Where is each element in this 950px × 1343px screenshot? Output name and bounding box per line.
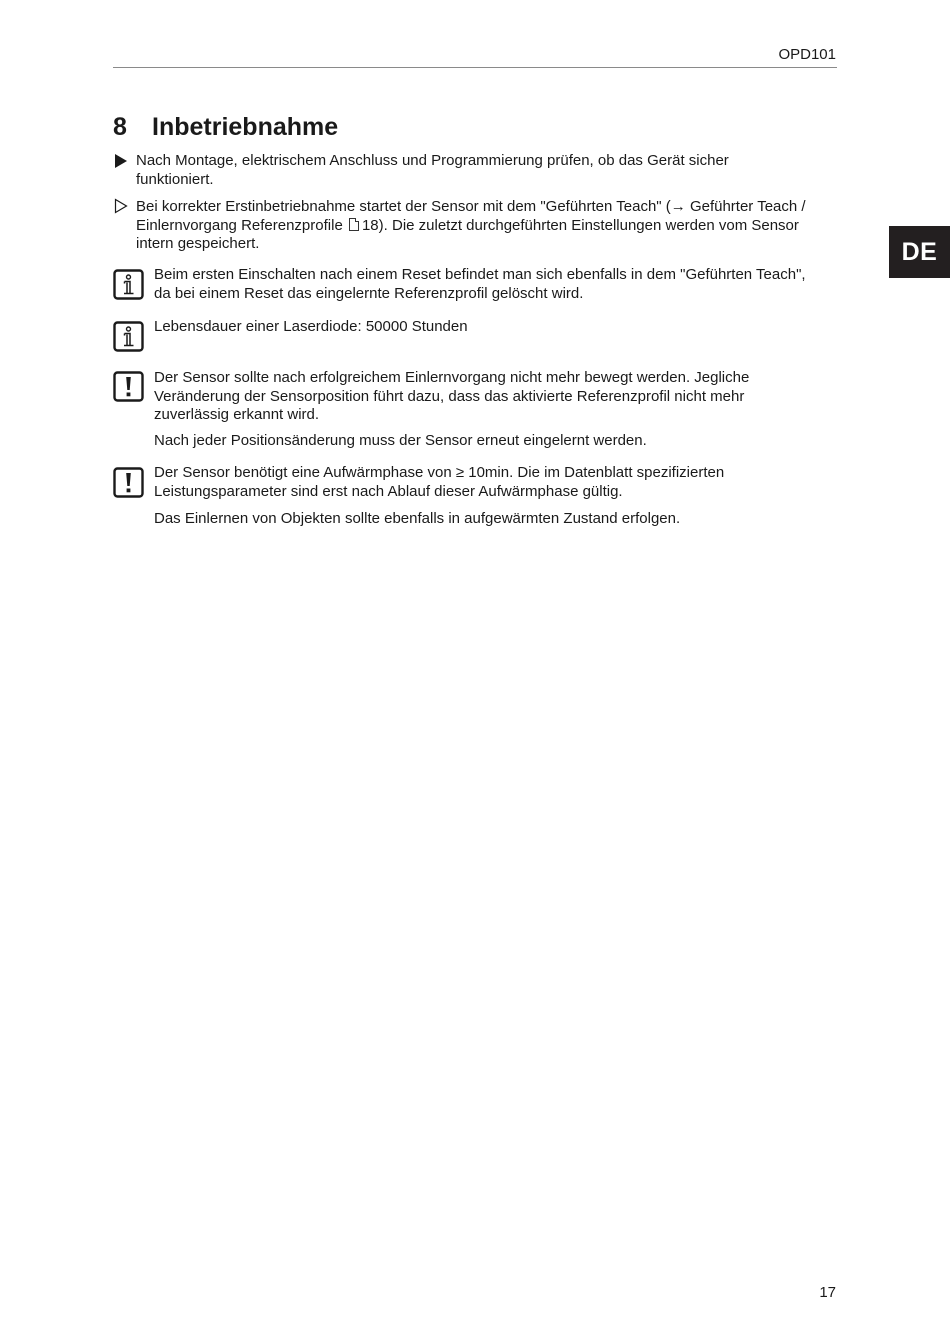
language-tab: DE xyxy=(889,226,950,278)
info-note-text: Lebensdauer einer Laserdiode: 50000 Stunden xyxy=(154,318,468,335)
action-step-icon xyxy=(114,153,128,169)
warning-note-text: Der Sensor sollte nach erfolgreichem Einlernvorgang nicht mehr bewegt werden. Jegliche Veränderung der Sensorposition führt dazu, dass das aktivierte Referenzprofil nicht mehr zuverlässig erkannt wird. xyxy=(154,369,750,424)
info-note-text: Beim ersten Einschalten nach einem Reset befindet man sich ebenfalls in dem "Geführten Teach", da bei einem Reset das eingelernte Referenzprofil gelöscht wird. xyxy=(154,266,806,302)
warning-icon xyxy=(113,371,144,402)
page-reference-icon xyxy=(349,218,359,231)
warning-note-text: Der Sensor benötigt eine Aufwärmphase von ≥ 10min. Die im Datenblatt spezifizierten Leistungsparameter sind erst nach Ablauf dieser Aufwärmphase gültig. xyxy=(154,464,725,500)
warning-note-followup: Nach jeder Positionsänderung muss der Sensor erneut eingelernt werden. xyxy=(154,432,647,449)
section-number: 8 xyxy=(113,113,127,141)
page-number: 17 xyxy=(819,1284,836,1301)
info-icon xyxy=(113,321,144,352)
instruction-text-part: 18). Die zuletzt durchgeführten Einstellungen werden vom Sensor intern gespeichert. xyxy=(136,216,799,253)
document-code: OPD101 xyxy=(778,46,836,63)
info-icon xyxy=(113,269,144,300)
section-title: Inbetriebnahme xyxy=(152,113,339,141)
warning-note-followup: Das Einlernen von Objekten sollte ebenfalls in aufgewärmten Zustand erfolgen. xyxy=(154,510,681,527)
header-divider xyxy=(113,67,837,68)
instruction-text-part: Bei korrekter Erstinbetriebnahme startet der Sensor mit dem "Geführten Teach" (→ Geführter Teach / Einlernvorgang Referenzprofile xyxy=(136,198,806,234)
warning-icon xyxy=(113,467,144,498)
instruction-text xyxy=(136,198,821,254)
result-step-icon xyxy=(114,198,128,214)
instruction-text: Nach Montage, elektrischem Anschluss und Programmierung prüfen, ob das Gerät sicher funktioniert. xyxy=(136,152,729,188)
